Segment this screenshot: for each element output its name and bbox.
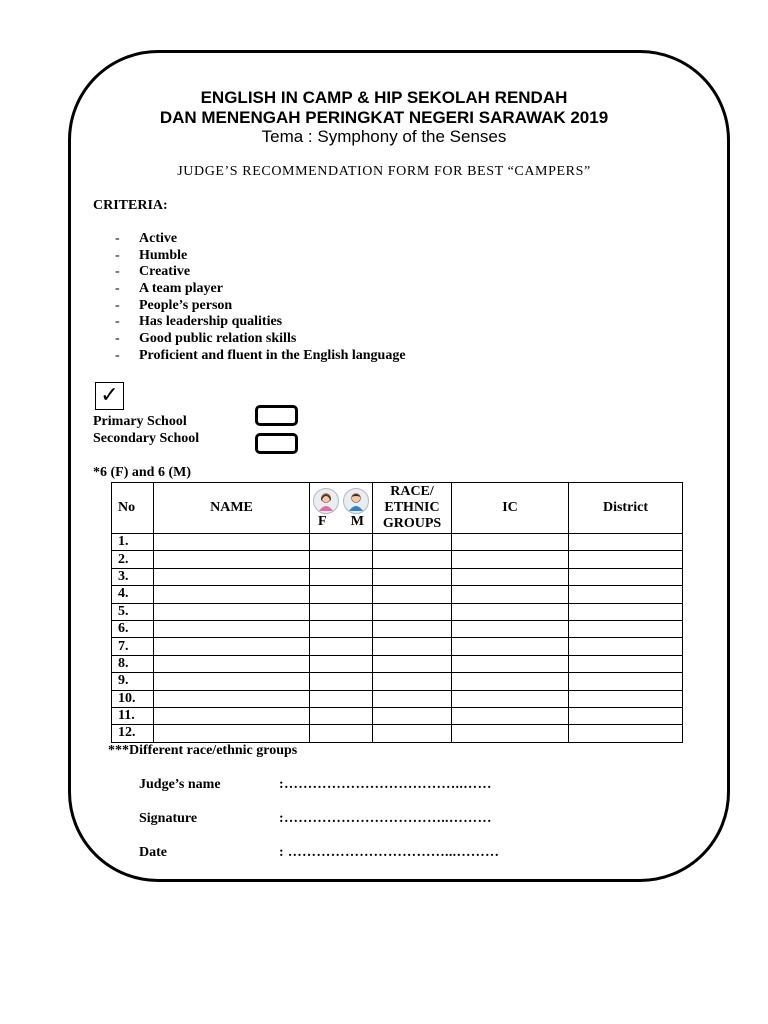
race-header-line: RACE/ bbox=[390, 484, 434, 499]
signature-label: Signature bbox=[139, 811, 198, 826]
row-number: 4. bbox=[112, 586, 154, 603]
ic-cell[interactable] bbox=[452, 638, 569, 655]
row-number: 1. bbox=[112, 534, 154, 551]
table-row bbox=[112, 551, 683, 568]
theme-value: Symphony of the Senses bbox=[317, 127, 507, 146]
criteria-item-label: Proficient and fluent in the English language bbox=[139, 347, 406, 363]
row-number: 9. bbox=[112, 673, 154, 690]
campers-table bbox=[111, 482, 683, 743]
secondary-school-label: Secondary School bbox=[93, 431, 200, 446]
table-row bbox=[112, 534, 683, 551]
race-cell[interactable] bbox=[373, 620, 452, 637]
district-cell[interactable] bbox=[569, 534, 683, 551]
ic-cell[interactable] bbox=[452, 586, 569, 603]
name-cell[interactable] bbox=[154, 603, 310, 620]
district-cell[interactable] bbox=[569, 707, 683, 724]
col-no-header: No bbox=[112, 483, 154, 534]
criteria-item bbox=[115, 248, 406, 265]
table-row bbox=[112, 673, 683, 690]
bullet-dash: - bbox=[115, 281, 120, 297]
gender-cell[interactable] bbox=[310, 551, 373, 568]
table-row bbox=[112, 603, 683, 620]
header-theme bbox=[0, 127, 768, 147]
ic-cell[interactable] bbox=[452, 690, 569, 707]
name-cell[interactable] bbox=[154, 551, 310, 568]
ethnic-footnote: ***Different race/ethnic groups bbox=[108, 743, 298, 758]
row-number: 6. bbox=[112, 620, 154, 637]
district-cell[interactable] bbox=[569, 690, 683, 707]
check-mark-icon[interactable]: ✓ bbox=[95, 382, 124, 410]
criteria-item bbox=[115, 331, 406, 348]
ic-cell[interactable] bbox=[452, 534, 569, 551]
row-number: 11. bbox=[112, 707, 154, 724]
name-cell[interactable] bbox=[154, 673, 310, 690]
name-cell[interactable] bbox=[154, 568, 310, 585]
gender-cell[interactable] bbox=[310, 638, 373, 655]
table-row bbox=[112, 568, 683, 585]
race-header-line: ETHNIC bbox=[384, 500, 440, 515]
quota-note: *6 (F) and 6 (M) bbox=[93, 465, 191, 480]
row-number: 7. bbox=[112, 638, 154, 655]
ic-cell[interactable] bbox=[452, 568, 569, 585]
primary-school-label: Primary School bbox=[93, 414, 187, 429]
criteria-item-label: Good public relation skills bbox=[139, 331, 297, 347]
col-name-header: NAME bbox=[154, 483, 310, 534]
gender-avatars bbox=[310, 488, 372, 514]
ic-cell[interactable] bbox=[452, 655, 569, 672]
ic-cell[interactable] bbox=[452, 620, 569, 637]
race-cell[interactable] bbox=[373, 690, 452, 707]
gender-cell[interactable] bbox=[310, 568, 373, 585]
gender-cell[interactable] bbox=[310, 725, 373, 742]
bullet-dash: - bbox=[115, 247, 120, 263]
ic-cell[interactable] bbox=[452, 551, 569, 568]
ic-cell[interactable] bbox=[452, 707, 569, 724]
male-label: M bbox=[350, 514, 364, 529]
gender-cell[interactable] bbox=[310, 534, 373, 551]
ic-cell[interactable] bbox=[452, 725, 569, 742]
criteria-item bbox=[115, 314, 406, 331]
race-cell[interactable] bbox=[373, 655, 452, 672]
criteria-item bbox=[115, 231, 406, 248]
table-row bbox=[112, 725, 683, 742]
gender-cell[interactable] bbox=[310, 586, 373, 603]
name-cell[interactable] bbox=[154, 620, 310, 637]
header-line-1: ENGLISH IN CAMP & HIP SEKOLAH RENDAH bbox=[200, 88, 568, 107]
bullet-dash: - bbox=[115, 231, 120, 246]
table-row bbox=[112, 586, 683, 603]
col-district-header: District bbox=[569, 483, 683, 534]
district-cell[interactable] bbox=[569, 568, 683, 585]
criteria-item bbox=[115, 264, 406, 281]
col-ic-header: IC bbox=[452, 483, 569, 534]
judge-name-field[interactable]: :………………………………..…… bbox=[279, 777, 492, 792]
race-cell[interactable] bbox=[373, 603, 452, 620]
gender-cell[interactable] bbox=[310, 655, 373, 672]
race-cell[interactable] bbox=[373, 725, 452, 742]
female-label: F bbox=[318, 514, 327, 529]
criteria-item-label: Has leadership qualities bbox=[139, 314, 283, 330]
criteria-item bbox=[115, 281, 406, 298]
header-line-2: DAN MENENGAH PERINGKAT NEGERI SARAWAK 2019 bbox=[159, 108, 609, 127]
criteria-item bbox=[115, 298, 406, 315]
row-number: 2. bbox=[112, 551, 154, 568]
gender-cell[interactable] bbox=[310, 620, 373, 637]
criteria-heading: CRITERIA: bbox=[93, 198, 168, 213]
table-row bbox=[112, 638, 683, 655]
gender-cell[interactable] bbox=[310, 707, 373, 724]
gender-labels bbox=[310, 514, 372, 530]
bullet-dash: - bbox=[115, 331, 120, 347]
table-row bbox=[112, 690, 683, 707]
table-row bbox=[112, 620, 683, 637]
criteria-item bbox=[115, 348, 406, 365]
district-cell[interactable] bbox=[569, 603, 683, 620]
name-cell[interactable] bbox=[154, 586, 310, 603]
table-row bbox=[112, 655, 683, 672]
female-avatar-icon bbox=[313, 488, 339, 514]
district-cell[interactable] bbox=[569, 655, 683, 672]
name-cell[interactable] bbox=[154, 638, 310, 655]
secondary-school-checkbox[interactable] bbox=[255, 433, 298, 454]
judge-name-label: Judge’s name bbox=[139, 777, 221, 792]
bullet-dash: - bbox=[115, 297, 120, 313]
bullet-dash: - bbox=[115, 347, 120, 363]
row-number: 12. bbox=[112, 725, 154, 742]
race-cell[interactable] bbox=[373, 534, 452, 551]
race-cell[interactable] bbox=[373, 568, 452, 585]
criteria-item-label: Humble bbox=[139, 247, 188, 263]
col-race-header bbox=[373, 483, 452, 534]
name-cell[interactable] bbox=[154, 707, 310, 724]
table-row bbox=[112, 707, 683, 724]
name-cell[interactable] bbox=[154, 534, 310, 551]
district-cell[interactable] bbox=[569, 586, 683, 603]
district-cell[interactable] bbox=[569, 673, 683, 690]
row-number: 10. bbox=[112, 690, 154, 707]
bullet-dash: - bbox=[115, 314, 120, 330]
district-cell[interactable] bbox=[569, 620, 683, 637]
bullet-dash: - bbox=[115, 264, 120, 280]
ic-cell[interactable] bbox=[452, 673, 569, 690]
date-field[interactable]: : ……………………………...……… bbox=[279, 845, 500, 860]
name-cell[interactable] bbox=[154, 690, 310, 707]
theme-label: Tema : bbox=[261, 127, 313, 146]
race-cell[interactable] bbox=[373, 707, 452, 724]
name-cell[interactable] bbox=[154, 725, 310, 742]
criteria-item-label: People’s person bbox=[139, 297, 233, 313]
race-cell[interactable] bbox=[373, 673, 452, 690]
criteria-list bbox=[115, 231, 406, 365]
race-header-line: GROUPS bbox=[382, 516, 442, 531]
row-number: 3. bbox=[112, 568, 154, 585]
gender-cell[interactable] bbox=[310, 673, 373, 690]
district-cell[interactable] bbox=[569, 638, 683, 655]
name-cell[interactable] bbox=[154, 655, 310, 672]
district-cell[interactable] bbox=[569, 725, 683, 742]
table-header-row bbox=[112, 483, 683, 534]
race-cell[interactable] bbox=[373, 551, 452, 568]
gender-cell[interactable] bbox=[310, 603, 373, 620]
race-cell[interactable] bbox=[373, 586, 452, 603]
primary-school-checkbox[interactable] bbox=[255, 405, 298, 426]
criteria-item-label: A team player bbox=[139, 281, 223, 297]
district-cell[interactable] bbox=[569, 551, 683, 568]
ic-cell[interactable] bbox=[452, 603, 569, 620]
male-avatar-icon bbox=[343, 488, 369, 514]
race-cell[interactable] bbox=[373, 638, 452, 655]
col-gender-header bbox=[310, 483, 373, 534]
form-title: JUDGE’S RECOMMENDATION FORM FOR BEST “CAMPERS” bbox=[177, 164, 591, 179]
row-number: 5. bbox=[112, 603, 154, 620]
criteria-item-label: Active bbox=[139, 231, 178, 246]
criteria-item-label: Creative bbox=[139, 264, 191, 280]
date-label: Date bbox=[139, 845, 167, 860]
signature-field[interactable]: :……………………………..……… bbox=[279, 811, 492, 826]
gender-cell[interactable] bbox=[310, 690, 373, 707]
row-number: 8. bbox=[112, 655, 154, 672]
